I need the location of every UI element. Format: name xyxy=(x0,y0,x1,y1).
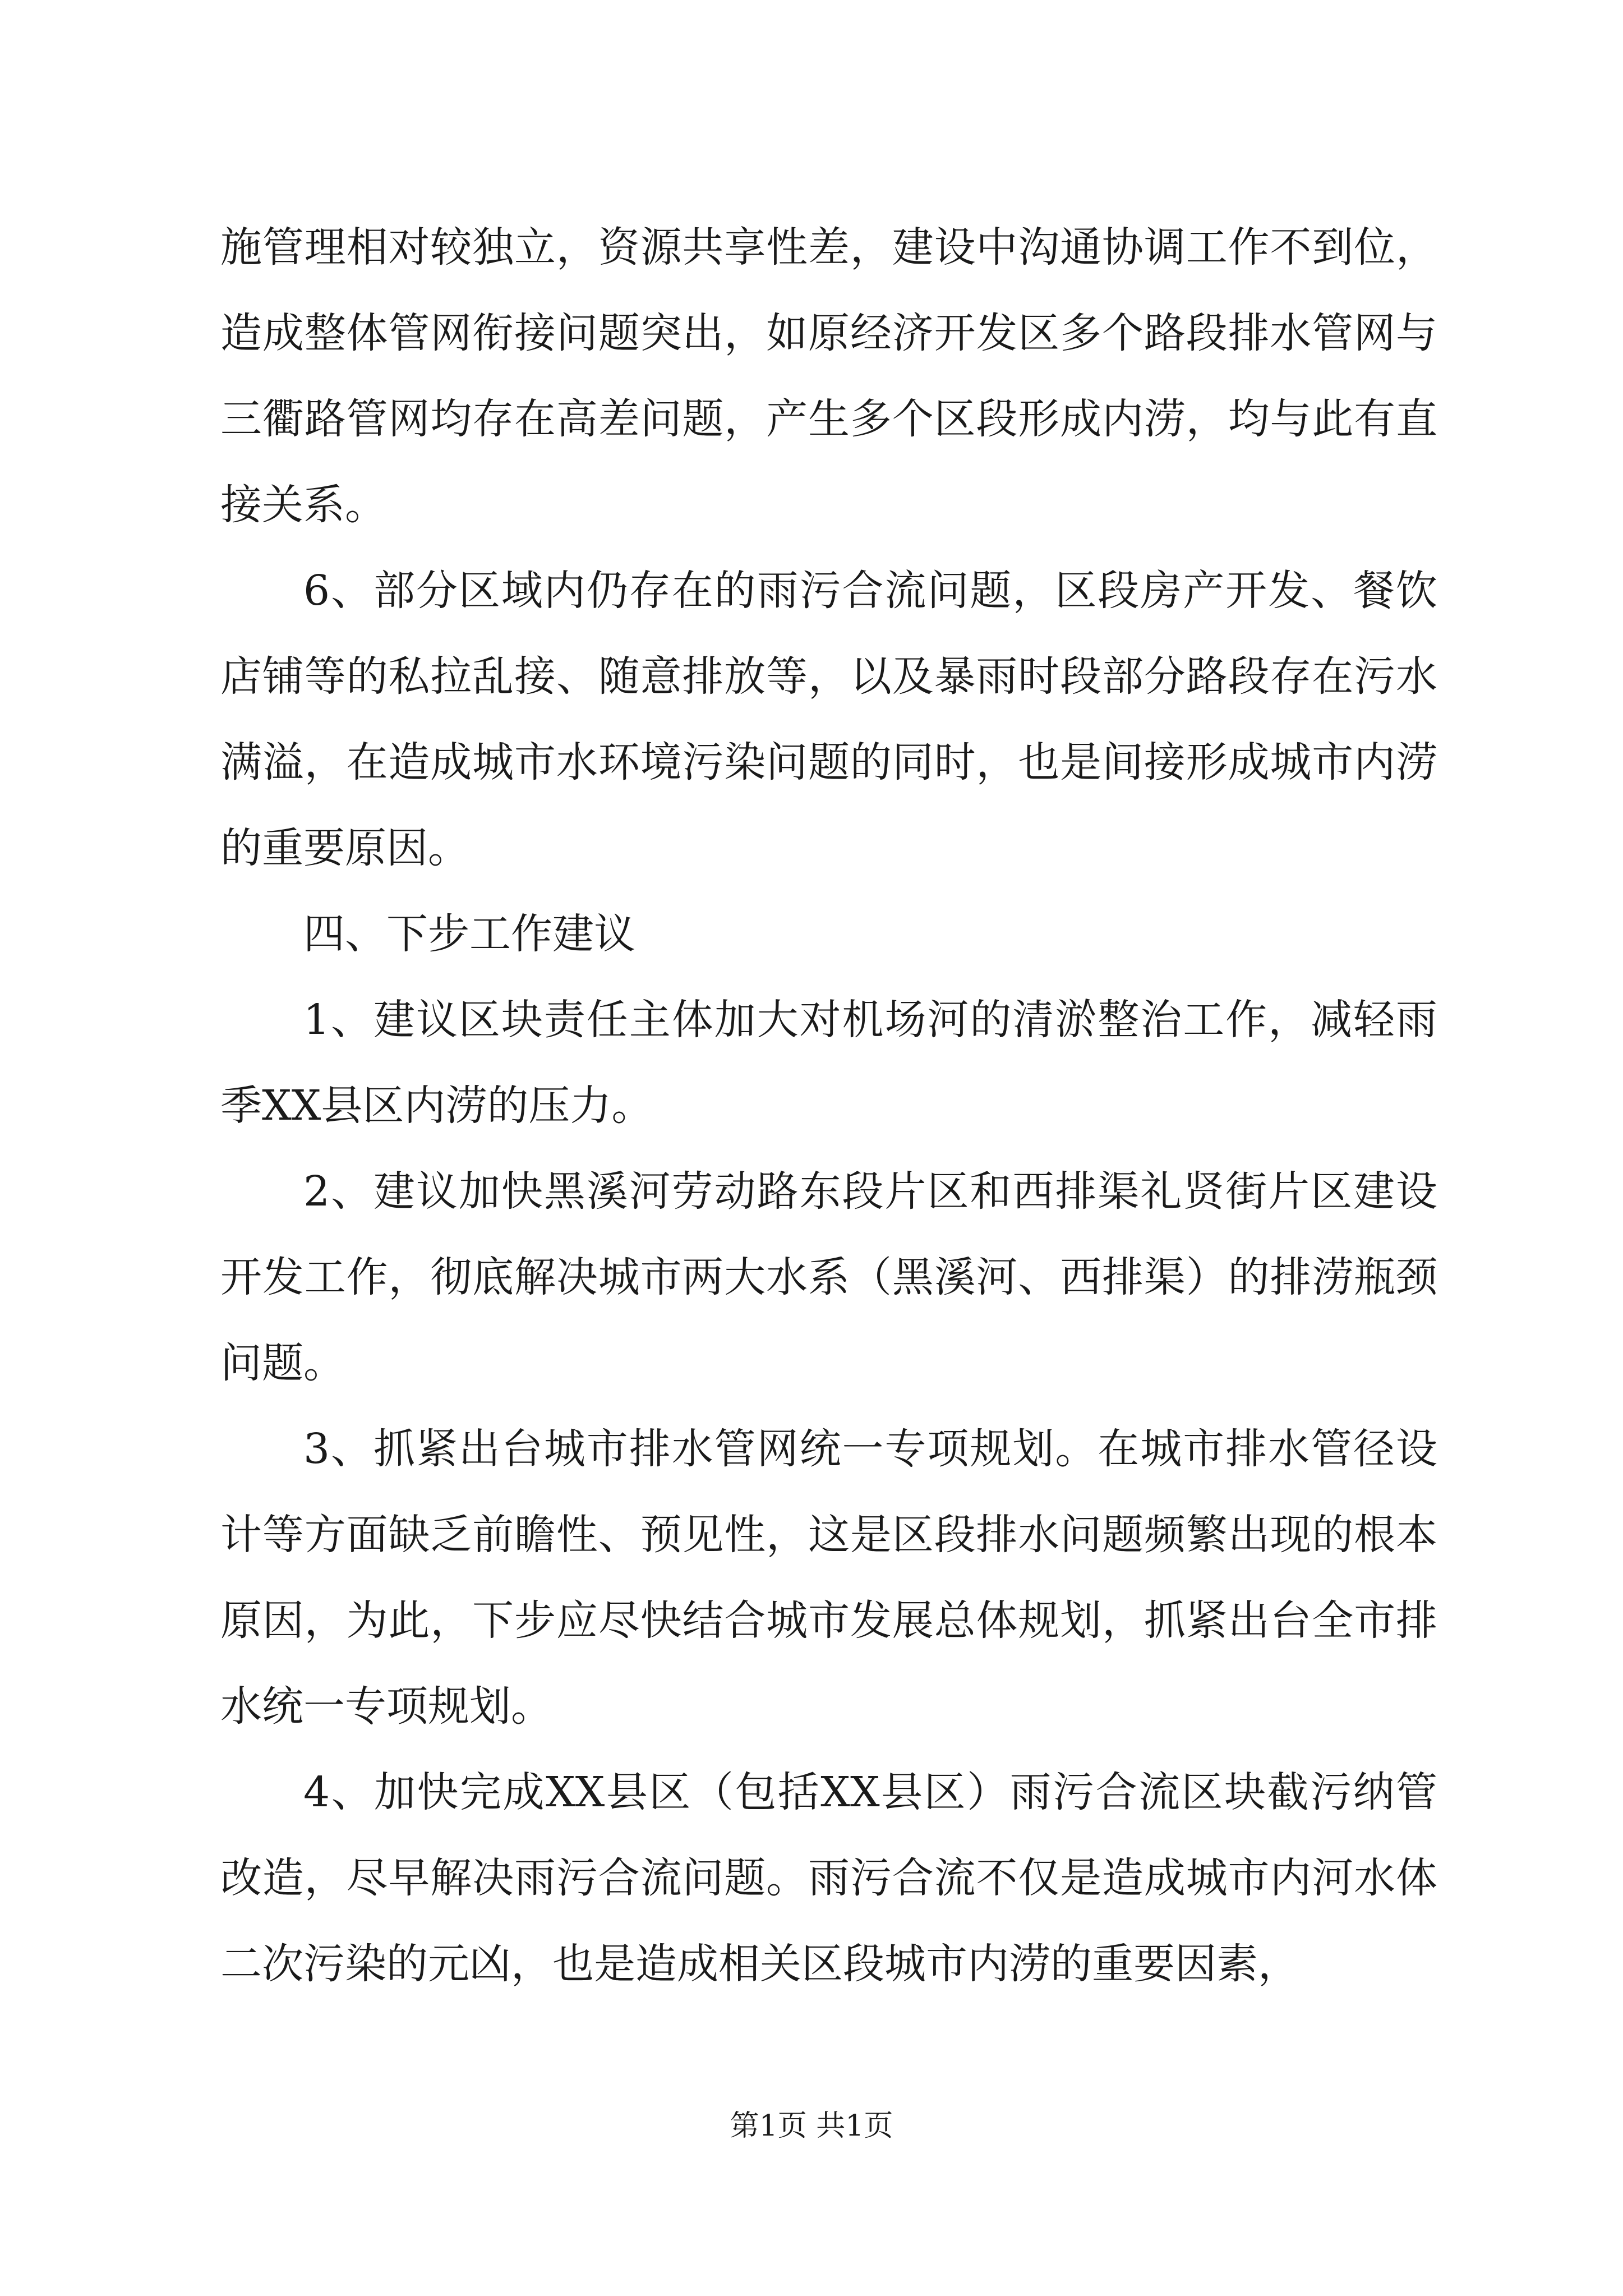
paragraph-item-6: 6、部分区域内仍存在的雨污合流问题，区段房产开发、餐饮店铺等的私拉乱接、随意排放等，以及暴雨时段部分路段存在污水满溢，在造成城市水环境污染问题的同时，也是间接形成城市内涝的重要原因。 xyxy=(220,567,1437,872)
paragraph-item-4: 4、加快完成XX县区（包括XX县区）雨污合流区块截污纳管改造，尽早解决雨污合流问题。雨污合流不仅是造成城市内河水体二次污染的元凶，也是造成相关区段城市内涝的重要因素， xyxy=(220,1768,1437,1988)
paragraph-item-2: 2、建议加快黑溪河劳动路东段片区和西排渠礼贤街片区建设开发工作，彻底解决城市两大水系（黑溪河、西排渠）的排涝瓶颈问题。 xyxy=(220,1167,1437,1387)
section-heading: 四、下步工作建议 xyxy=(303,910,635,958)
page-number-label: 第1页 共1页 xyxy=(730,2109,893,2143)
paragraph-continuation: 施管理相对较独立，资源共享性差，建设中沟通协调工作不到位，造成整体管网衔接问题突出，如原经济开发区多个路段排水管网与三衢路管网均存在高差问题，产生多个区段形成内涝，均与此有直接关系。 xyxy=(220,223,1437,529)
paragraph-item-1: 1、建议区块责任主体加大对机场河的清淤整治工作，减轻雨季XX县区内涝的压力。 xyxy=(220,996,1437,1130)
paragraph-item-3: 3、抓紧出台城市排水管网统一专项规划。在城市排水管径设计等方面缺乏前瞻性、预见性，这是区段排水问题频繁出现的根本原因，为此，下步应尽快结合城市发展总体规划，抓紧出台全市排水统一专项规划。 xyxy=(220,1425,1437,1731)
document-body xyxy=(220,205,1437,2007)
page-footer xyxy=(0,2106,1623,2146)
